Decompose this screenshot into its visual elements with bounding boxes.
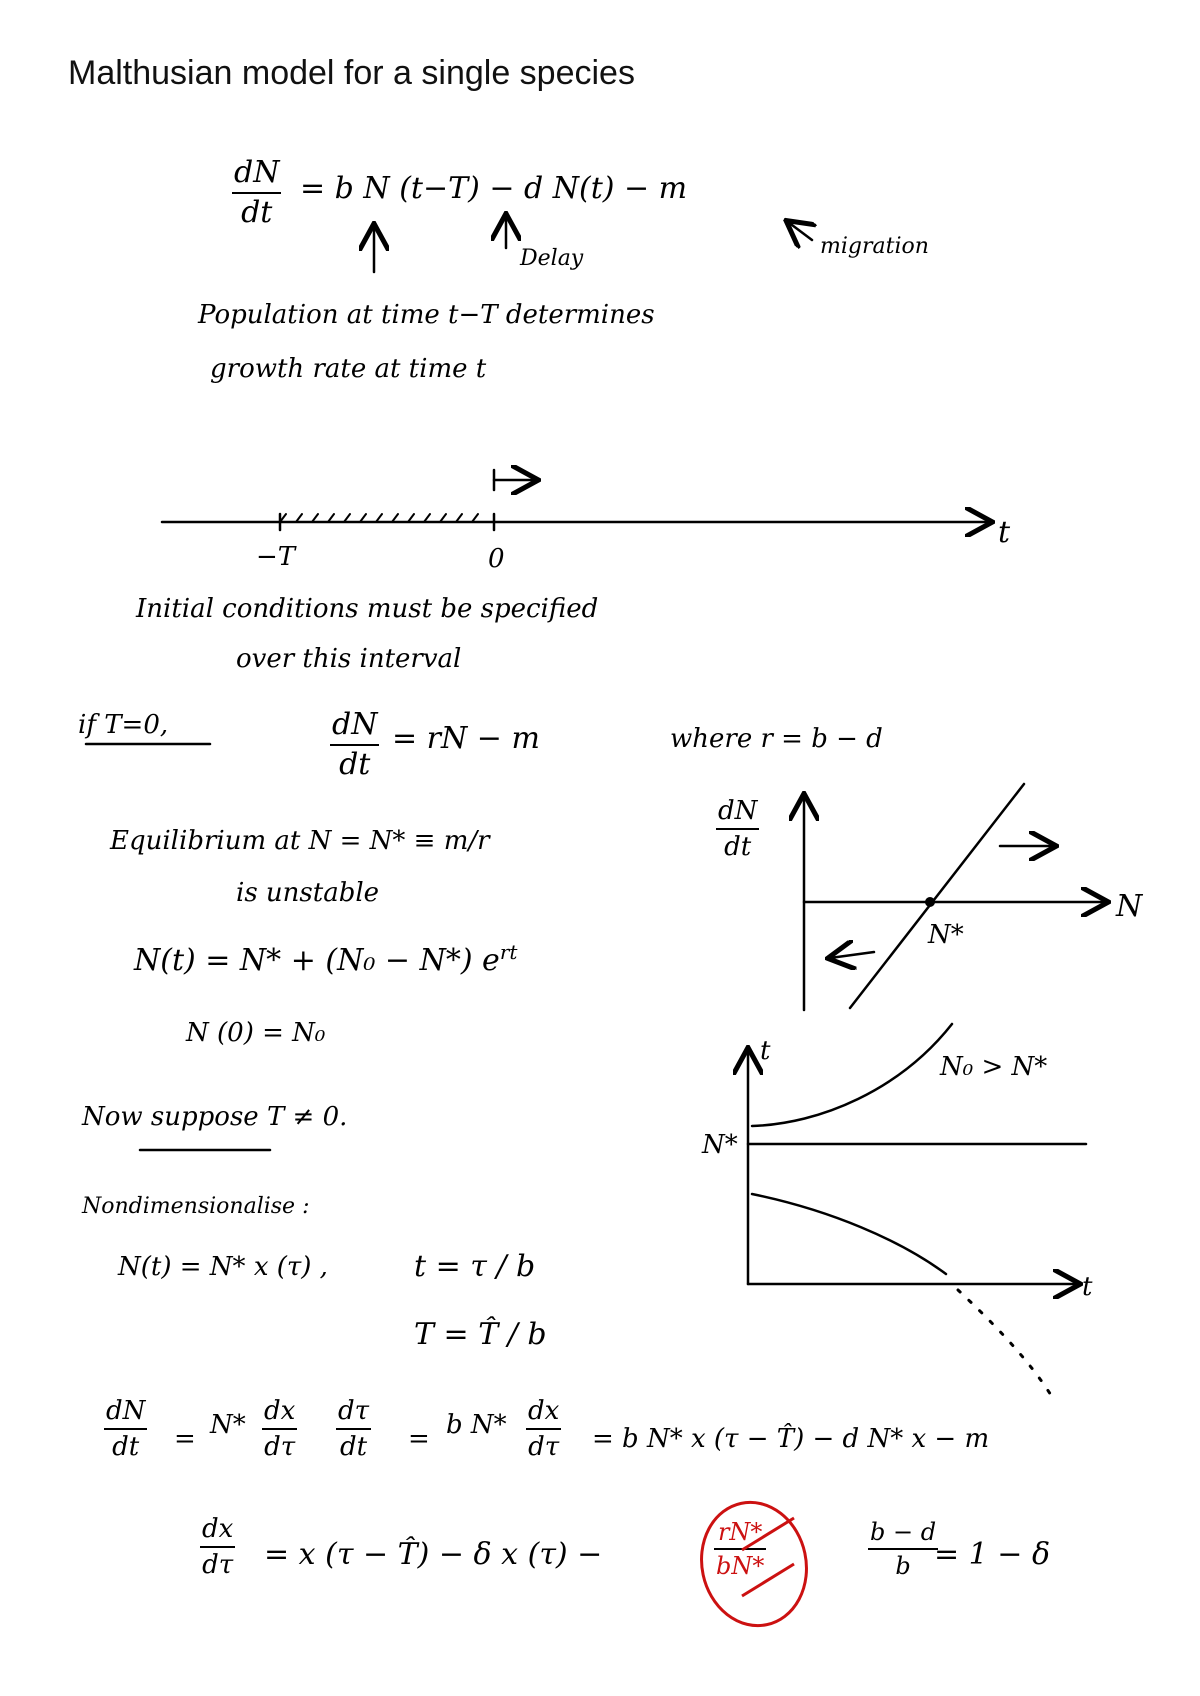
equilibrium-line1: Equilibrium at N = N* ≡ m/r	[110, 826, 490, 856]
case-zero-where: where r = b − d	[670, 724, 883, 754]
subst-2: t = τ / b	[414, 1249, 536, 1284]
eq2-lhs-num: dN	[106, 1396, 146, 1426]
eq3-circ-den: bN*	[716, 1552, 765, 1580]
eq2-factor-pre: N*	[210, 1410, 246, 1440]
phase-line	[850, 784, 1024, 1008]
decay-curve-continuation	[958, 1290, 1054, 1400]
migration-label: migration	[820, 234, 929, 259]
eq2-frac3-den: dτ	[528, 1432, 560, 1462]
equilibrium-line2: is unstable	[236, 878, 380, 908]
strike-upper	[742, 1518, 794, 1550]
growth-curve	[752, 1024, 952, 1126]
case-zero-num: dN	[332, 707, 378, 742]
eq3-lhs-num: dx	[202, 1514, 234, 1544]
eq2-frac1-num: dx	[264, 1396, 296, 1426]
solution-exponent: rt	[499, 940, 518, 964]
equilibrium-point	[925, 897, 935, 907]
note1-line2: growth rate at time t	[210, 354, 487, 384]
eq3-side-rhs: = 1 − δ	[934, 1537, 1051, 1572]
phase-y-den: dt	[724, 832, 752, 862]
eq2-frac1-den: dτ	[264, 1432, 296, 1462]
timeplot-curve-label: N₀ > N*	[940, 1052, 1048, 1082]
eq3-rhs: = x (τ − T̂) − δ x (τ) −	[264, 1537, 603, 1572]
timeline-zero-tick: 0	[488, 544, 505, 574]
case-zero-condition: if T=0,	[78, 710, 169, 740]
eq2-frac3-num: dx	[528, 1396, 560, 1426]
eq2-eq1: =	[174, 1424, 196, 1454]
initial-condition: N (0) = N₀	[186, 1018, 326, 1048]
solution-main: N(t) = N* + (N₀ − N*) e	[134, 943, 500, 978]
timeplot-level-label: N*	[702, 1130, 738, 1160]
subst-3: T = T̂ / b	[414, 1317, 547, 1352]
left-arrow-icon	[830, 952, 874, 958]
nondim-heading: Nondimensionalise :	[82, 1194, 310, 1219]
eq1-rhs: = b N (t−T) − d N(t) − m	[300, 171, 688, 206]
eq2-rhs: = b N* x (τ − T̂) − d N* x − m	[592, 1424, 990, 1454]
eq1-den: dt	[241, 195, 273, 230]
page-title: Malthusian model for a single species	[68, 54, 635, 92]
eq3-side-num: b − d	[870, 1518, 937, 1546]
cancellation-circle	[690, 1493, 818, 1636]
timeline-neg-tick: −T	[256, 542, 296, 572]
note1-line1: Population at time t−T determines	[198, 300, 655, 330]
eq3-lhs-den: dτ	[202, 1550, 234, 1580]
eq3-side-den: b	[895, 1552, 911, 1580]
case-zero-den: dt	[339, 747, 371, 782]
eq3-circ-num: rN*	[717, 1518, 763, 1546]
timeline-note-line1: Initial conditions must be specified	[136, 594, 599, 624]
phase-point-label: N*	[928, 920, 964, 950]
strike-lower	[742, 1564, 794, 1596]
timeplot-y-label: t	[760, 1036, 771, 1066]
decay-curve	[752, 1194, 946, 1274]
eq2-eq2: =	[408, 1424, 430, 1454]
timeline-note-line2: over this interval	[236, 644, 462, 674]
eq2-pre2: b N*	[446, 1410, 507, 1440]
timeline-axis-label: t	[998, 515, 1011, 550]
subst-1: N(t) = N* x (τ) ,	[118, 1252, 328, 1282]
eq2-lhs-den: dt	[112, 1432, 140, 1462]
eq1-num: dN	[234, 155, 280, 190]
phase-y-num: dN	[718, 796, 758, 826]
timeplot-x-label: t	[1082, 1272, 1093, 1302]
phase-x-label: N	[1116, 889, 1143, 924]
eq2-frac2-den: dt	[339, 1432, 368, 1462]
nonzero-line: Now suppose T ≠ 0.	[82, 1102, 348, 1132]
case-zero-rhs: = rN − m	[392, 721, 540, 756]
eq2-frac2-num: dτ	[338, 1396, 370, 1426]
migration-arrow-icon	[788, 222, 812, 240]
delay-label: Delay	[520, 246, 584, 271]
